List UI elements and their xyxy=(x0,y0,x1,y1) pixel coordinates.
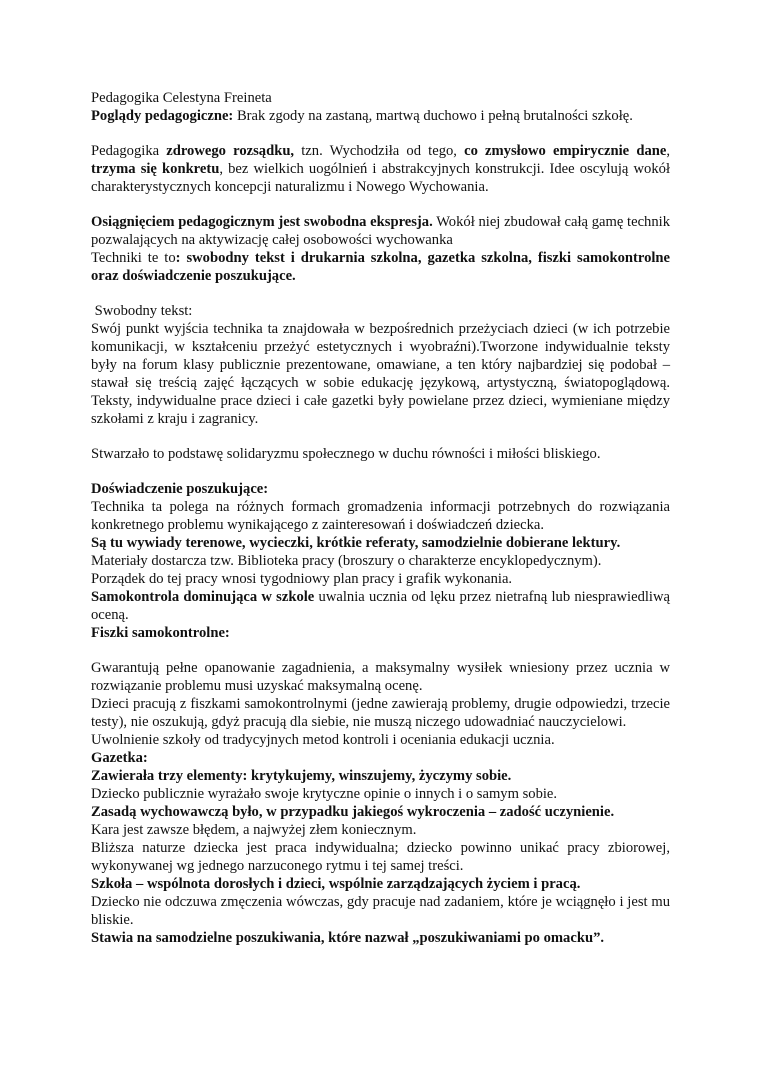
views-text: Brak zgody na zastaną, martwą duchowo i pełną brutalności szkołę. xyxy=(233,108,633,124)
spacer xyxy=(91,463,670,480)
spacer xyxy=(91,642,670,659)
experience-p3: Materiały dostarcza tzw. Biblioteka pracy (broszury o charakterze encyklopedycznym). xyxy=(91,553,602,569)
spacer xyxy=(91,285,670,302)
common-sense-text: , bez wielkich uogólnień i abstrakcyjnych konstrukcji. Idee oscylują wokół charakterystycznych koncepcji naturalizmu i Nowego Wychowania. xyxy=(91,161,670,195)
newspaper-p4: Dziecko nie odczuwa zmęczenia wówczas, gdy pracuje nad zadaniem, które je wciągnęło i jest mu bliskie. xyxy=(91,894,670,928)
experience-p5-bold: Samokontrola dominująca w szkole xyxy=(91,589,315,605)
newspaper-p2: Kara jest zawsze błędem, a najwyżej złem koniecznym. xyxy=(91,822,417,838)
newspaper-principle xyxy=(91,803,670,821)
experience-p5-text: uwalnia ucznia od lęku przez nietrafną lub niesprawiedliwą oceną. xyxy=(91,589,670,623)
free-text-body: Swój punkt wyjścia technika ta znajdowała w bezpośrednich przeżyciach dzieci (w ich potrzebie komunikacji, w kształceniu przeżyć estetycznych i wyobraźni).Tworzone indywidualnie teksty były na forum klasy publicznie prezentowane, omawiane, a ten który najbardziej się podobał – stawał się treścią zajęć łączących w sobie edukację językową, artystyczną, światopoglądową. Teksty, indywidualne prace dzieci i całe gazetki były powielane przez dzieci, wymieniane między szkołami z kraju i zagranicy. xyxy=(91,321,670,427)
spacer xyxy=(91,125,670,142)
views-paragraph xyxy=(91,107,670,125)
spacer xyxy=(91,196,670,213)
experience-p5 xyxy=(91,588,670,624)
newspaper-community-text: Szkoła – wspólnota dorosłych i dzieci, wspólnie zarządzających życiem i pracą. xyxy=(91,876,581,892)
document-page xyxy=(91,89,670,947)
newspaper-heading xyxy=(91,749,670,767)
experience-p2-text: Są tu wywiady terenowe, wycieczki, krótkie referaty, samodzielnie dobierane lektury. xyxy=(91,535,621,551)
techniques-list: : swobodny tekst i drukarnia szkolna, gazetka szkolna, fiszki samokontrolne oraz doświadczenie poszukujące. xyxy=(91,250,671,284)
cards-p1: Gwarantują pełne opanowanie zagadnienia, a maksymalny wysiłek wniesiony przez ucznia w rozwiązanie problemu musi uzyskać maksymalną ocenę. xyxy=(91,660,670,694)
newspaper-heading-text: Gazetka: xyxy=(91,750,148,766)
common-sense-bold: co zmysłowo empirycznie dane xyxy=(464,143,667,159)
techniques-label: Techniki te to xyxy=(91,250,176,266)
achievement-bold: Osiągnięciem pedagogicznym jest swobodna ekspresja. xyxy=(91,214,433,230)
experience-p4: Porządek do tej pracy wnosi tygodniowy plan pracy i grafik wykonania. xyxy=(91,571,513,587)
achievement-paragraph xyxy=(91,213,670,249)
spacer xyxy=(91,428,670,445)
newspaper-search-text: Stawia na samodzielne poszukiwania, które nazwał „poszukiwaniami po omacku”. xyxy=(91,930,605,946)
newspaper-principle-text: Zasadą wychowawczą było, w przypadku jakiegoś wykroczenia – zadość uczynienie. xyxy=(91,804,615,820)
experience-heading xyxy=(91,480,670,498)
newspaper-p3: Bliższa naturze dziecka jest praca indywidualna; dziecko powinno unikać pracy zbiorowej, wykonywanej wg jednego narzuconego rytmu i tej samej treści. xyxy=(91,840,670,874)
experience-heading-text: Doświadczenie poszukujące: xyxy=(91,481,269,497)
common-sense-bold: zdrowego rozsądku, xyxy=(166,143,295,159)
common-sense-bold: trzyma się konkretu xyxy=(91,161,220,177)
document-title: Pedagogika Celestyna Freineta xyxy=(91,90,272,106)
cards-p3: Uwolnienie szkoły od tradycyjnych metod kontroli i oceniania edukacji ucznia. xyxy=(91,732,555,748)
common-sense-text: , xyxy=(666,143,670,159)
techniques-paragraph xyxy=(91,249,670,285)
newspaper-search xyxy=(91,929,670,947)
common-sense-paragraph xyxy=(91,142,670,196)
newspaper-p1: Dziecko publicznie wyrażało swoje krytyczne opinie o innych i o samym sobie. xyxy=(91,786,558,802)
experience-p1: Technika ta polega na różnych formach gromadzenia informacji potrzebnych do rozwiązania konkretnego problemu wynikającego z zainteresowań i doświadczeń dziecka. xyxy=(91,499,670,533)
solidarity-paragraph: Stwarzało to podstawę solidaryzmu społecznego w duchu równości i miłości bliskiego. xyxy=(91,446,601,462)
achievement-text: Wokół niej zbudował całą gamę technik pozwalających na aktywizację całej osobowości wychowanka xyxy=(91,214,671,248)
newspaper-community xyxy=(91,875,670,893)
common-sense-text: Pedagogika xyxy=(91,143,167,159)
cards-p2: Dzieci pracują z fiszkami samokontrolnymi (jedne zawierają problemy, drugie odpowiedzi, trzecie testy), nie oszukują, gdyż pracują dla siebie, nie muszą niczego udowadniać nauczycielowi. xyxy=(91,696,670,730)
newspaper-elements xyxy=(91,767,670,785)
cards-heading xyxy=(91,624,670,642)
cards-heading-text: Fiszki samokontrolne: xyxy=(91,625,230,641)
newspaper-elements-text: Zawierała trzy elementy: krytykujemy, winszujemy, życzymy sobie. xyxy=(91,768,512,784)
free-text-heading: Swobodny tekst: xyxy=(91,303,193,319)
common-sense-text: tzn. Wychodziła od tego, xyxy=(294,143,465,159)
experience-p2 xyxy=(91,534,670,552)
views-label: Poglądy pedagogiczne: xyxy=(91,108,234,124)
